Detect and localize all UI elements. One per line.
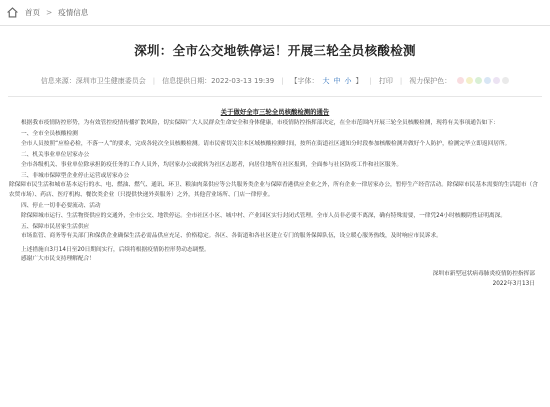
section-paragraph: 除保障城市运行、生活物资供应的交通外，全市公交、地铁停运。全市社区小区、城中村、产业园区实行封闭式管理。全市人员非必要不离深，确有特殊需要，一律凭24小时核酸阴性证明离深。 [21,212,506,219]
article-meta [8,74,542,97]
vision-color-swatch[interactable] [457,77,464,84]
section-paragraph: 全市人员按照“应检必检，不落一人”的要求，完成各轮次全员核酸检测。请市民密切关注本区域核酸检测时间，按所在街道社区通知分时段参加核酸检测并做好个人防护，检测完毕立即返回居所。 [21,140,511,147]
section-heading: 一、全市全员核酸检测 [21,131,78,138]
font-size-medium-link[interactable]: 中 [333,77,341,85]
signature-issuer: 深圳市新型冠状病毒肺炎疫情防控指挥部 [432,270,535,277]
section-paragraph: 全市各级机关、事业单位除承担防疫任务的工作人员外，均居家办公或就转为社区志愿者，向居住地所在社区报到，全面参与社区防疫工作和社区服务。 [21,161,403,168]
font-size-large-link[interactable]: 大 [322,77,330,85]
meta-divider: | [152,77,156,85]
font-size-small-link[interactable]: 小 [344,77,352,85]
source-label: 信息来源：深圳市卫生健康委员会 [40,77,146,85]
article-body [0,107,550,289]
meta-divider: | [281,77,284,85]
vision-color-swatches [455,77,509,86]
vision-color-swatch[interactable] [502,77,509,84]
section-heading: 五、保障市民居家生活供应 [21,224,90,231]
breadcrumb [0,0,550,26]
signature-date: 2022年3月13日 [492,280,535,287]
meta-divider: | [399,77,403,85]
section-heading: 二、机关事业单位居家办公 [21,152,90,159]
notice-title: 关于做好全市三轮全员核酸检测的通告 [220,108,330,116]
closing-paragraph: 上述措施自3月14日至20日期间实行，后续将根据疫情防控形势动态调整。 [21,246,210,253]
font-size-close: 】 [355,77,363,85]
section-paragraph: 市场监管、商务等有关部门和保供企业确保生活必需品供应充足、价格稳定。各区、各街道和各社区建立专门的服务保障队伍，设立暖心服务热线，及时响应市民诉求。 [21,233,442,240]
closing-thanks: 感谢广大市民支持理解配合！ [21,256,95,263]
vision-color-swatch[interactable] [493,77,500,84]
section-paragraph: 除保障市民生活和城市基本运行的水、电、燃油、燃气、通讯、环卫、粮油肉菜供应等公共服务类企业与保障香港供应企业之外，所有企业一律居家办公，暂停生产经营活动。除保障市民基本需要的生活超市（含农贸市场）、药店、医疗机构、餐饮类企业（只提供快递外卖服务）之外，其他营业场所、门店一律停业。 [9,182,538,198]
meta-divider: | [369,77,372,85]
home-icon[interactable] [6,6,19,19]
intro-paragraph: 根据我市疫情防控形势，为有效管控疫情传播扩散风险，切实保障广大人民群众生命安全和身体健康，市疫情防控指挥部决定，在全市范围内开展三轮全员核酸检测，现将有关事项通告如下： [21,120,499,126]
print-link[interactable]: 打印 [378,77,393,85]
section-heading: 四、停止一切非必要流动、活动 [21,203,101,210]
breadcrumb-home-link[interactable]: 首页 [25,8,40,17]
vision-color-swatch[interactable] [484,77,491,84]
vision-color-swatch[interactable] [466,77,473,84]
section-heading: 三、非城市保障型企业停止运营或居家办公 [21,173,130,180]
font-size-label: 【字体： [290,77,319,85]
vision-color-swatch[interactable] [475,77,482,84]
vision-color-label: 视力保护色： [409,77,452,85]
breadcrumb-separator: > [46,8,53,17]
page-title: 深圳：全市公交地铁停运！开展三轮全员核酸检测 [134,43,416,58]
breadcrumb-current-link[interactable]: 疫情信息 [58,8,89,17]
publish-date: 信息提供日期：2022-03-13 19:39 [162,77,275,85]
